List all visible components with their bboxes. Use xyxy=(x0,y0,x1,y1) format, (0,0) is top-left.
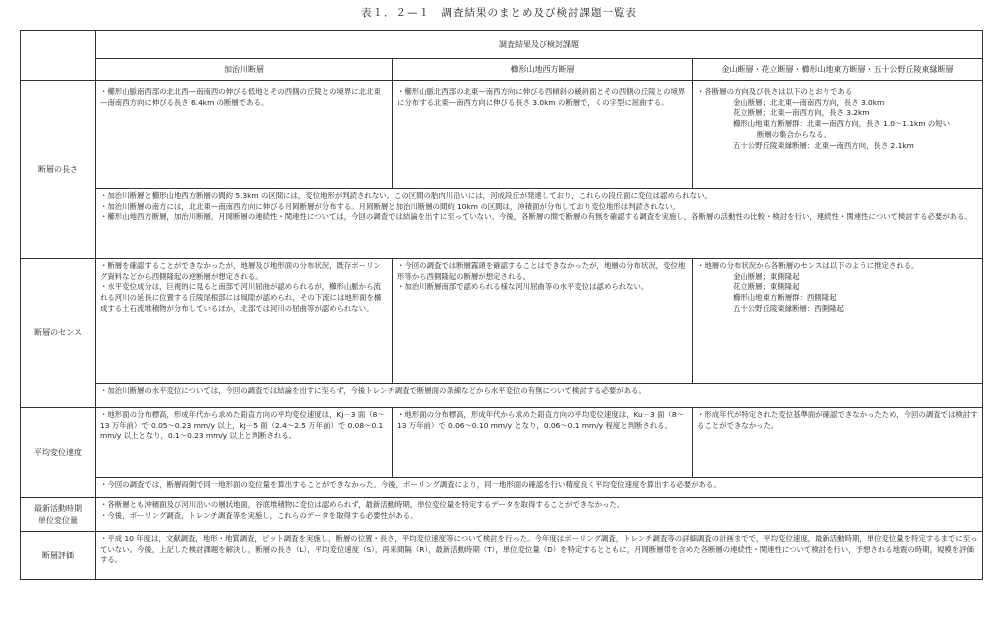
corner-cell xyxy=(21,31,96,81)
note-line: ・加治川断層と櫛形山地西方断層の間約 5.3km の区間には，変位地形が判読されない。この区間の胎内川沿いには，河成段丘が発達しており，これらの段丘面に変位は認められない。 xyxy=(100,191,712,200)
list-item: 五十公野丘陵東縁断層：北東—南西方向，長さ 2.1km xyxy=(733,140,914,150)
col-header-kushigata-west: 櫛形山地西方断層 xyxy=(393,59,693,81)
eval-text: ・平成 10 年度は，文献調査，地形・地質調査，ピット調査を実施し，断層の位置・長さ，平均変位速度等について検討を行った。今年度はボーリング調査，トレンチ調査等の詳細調査の計画までで，平均変位速度，最新活動時期，単位変位量を特定するまでに至っていない。今後，上記した検討課題を解決し，断層の長さ（L），平均変位速度（S），再来間隔（R），最新活動時期（T），単位変位量（D）を特定するとともに，月岡断層帯を含めた各断層の連続性・関連性について検討を行い，予想される地震の時期，規模を評価する。 xyxy=(96,532,983,580)
rate-kushigata-west: ・地形面の分布標高，形成年代から求めた鉛直方向の平均変位速度は，Ku－3 面（8〜13 万年前）で 0.06〜0.10 mm/y となり，0.06〜0.1 mm/y 程度と判断される。 xyxy=(393,408,693,478)
list-item: 五十公野丘陵東縁断層：西側隆起 xyxy=(733,303,844,313)
row-label-sense: 断層のセンス xyxy=(21,259,96,408)
length-kushigata-west: ・櫛形山脈北西部の北東—南西方向に伸びる西傾斜の緩斜面とその西側の丘陵との境界に分布する北東—南西方向に伸びる長さ 3.0km の断層で，くの字型に屈曲する。 xyxy=(393,81,693,189)
sense-kushigata-west: ・今回の調査では断層露頭を確認することはできなかったが，地層の分布状況，変位地形等から西側隆起の断層が想定される。 ・加治川断層南部で認められる様な河川屈曲等の水平変位は認められない。 xyxy=(393,259,693,384)
list-item: 櫛形山地東方断層群：西側隆起 xyxy=(733,293,837,303)
latest-text: ・各断層とも沖積面及び河川沿いの層状地面，谷底堆積物に変位は認められず，最新活動時期，単位変位量を特定するデータを取得することができなかった。 ・今後，ボーリング調査，トレンチ調査等を実施し，これらのデータを取得する必要性がある。 xyxy=(96,498,983,532)
row-label-latest: 最新活動時期 単位変位量 xyxy=(21,498,96,532)
list-item: 金山断層；北北東—南南西方向，長さ 3.0km xyxy=(733,97,885,107)
rate-note: ・今回の調査では，断層両側で同一地形面の変位量を算出することができなかった。今後，ボーリング調査により，同一地形面の確認を行い精度良く平均変位速度を算出する必要がある。 xyxy=(96,478,983,498)
note-line: ・櫛形山地西方断層，加治川断層，月岡断層の連続性・関連性については，今回の調査では結論を出すに至っていない。今後，各断層の間で断層の有無を確認する調査を実施し，各断層の活動性の比較・検討を行い，連続性・関連性について検討する必要がある。 xyxy=(100,212,972,222)
group-header: 調査結果及び検討課題 xyxy=(96,31,983,59)
col-header-others: 金山断層・花立断層・櫛形山地東方断層・五十公野丘陵東縁断層 xyxy=(693,59,983,81)
length-kajigawa: ・櫛形山脈南西部の北北西—南南西の伸びる低地とその西側の丘陵との境界に北北東—南南西方向に伸びる長さ 6.4km の断層である。 xyxy=(96,81,393,189)
sense-kajigawa: ・断層を確認することができなかったが，地層及び地形面の分布状況，既存ボーリング資料などから西側隆起の逆断層が想定される。 ・水平変位成分は，巨視的に見ると南部で河川屈曲が認められるが，櫛形山脈から流れる河川の延長に位置する丘陵尾根部には風隙が認められ，その下流には地形面を構成する土石流堆積物が分布しているほか，北部では河川の屈曲等が認められない。 xyxy=(96,259,393,384)
sense-others: ・地層の分布状況から各断層のセンスは以下のように推定される。 金山断層；東側隆起 花立断層；東側隆起 櫛形山地東方断層群：西側隆起 五十公野丘陵東縁断層：西側隆起 xyxy=(693,259,983,384)
list-item: 花立断層；東側隆起 xyxy=(733,282,800,292)
row-label-rate: 平均変位速度 xyxy=(21,408,96,498)
rate-kajigawa: ・地形面の分布標高，形成年代から求めた鉛直方向の平均変位速度は，Kj－3 面（8〜13 万年前）で 0.05〜0.23 mm/y 以上，kj－5 面（2.4〜2.5 万年前）で 0.08〜0.1 mm/y 以上となり，0.1〜0.23 mm/y 以上と判断される。 xyxy=(96,408,393,478)
note-line: ・加治川断層の南方には，北北東—南南西方向に伸びる月岡断層が分布する。月岡断層と加治川断層の間約 10km の区間は，沖積面が分布しており変位地形は判読されない。 xyxy=(100,201,680,211)
sense-note: ・加治川断層の水平変位については，今回の調査では結論を出すに至らず，今後トレンチ調査で断層面の条線などから水平変位の有無について検討する必要がある。 xyxy=(96,384,983,408)
list-item: 金山断層；東側隆起 xyxy=(733,271,800,281)
list-item: 花立断層；北東—南西方向，長さ 3.2km xyxy=(733,108,870,118)
length-others: ・各断層の方向及び長さは以下のとおりである 金山断層；北北東—南南西方向，長さ 3.0km 花立断層；北東—南西方向，長さ 3.2km 櫛形山地東方断層群：北東—南西方向，長さ 1.0〜1.1km の短い 断層の集合からなる。 五十公野丘陵東縁断層：北東—南西方向，長さ 2.1km xyxy=(693,81,983,189)
table-title: 表１．２—１ 調査結果のまとめ及び検討課題一覧表 xyxy=(361,7,637,19)
col-header-kajigawa: 加治川断層 xyxy=(96,59,393,81)
list-item: 櫛形山地東方断層群：北東—南西方向，長さ 1.0〜1.1km の短い xyxy=(733,119,951,129)
summary-table xyxy=(20,30,983,580)
row-label-length: 断層の長さ xyxy=(21,81,96,259)
list-item: 断層の集合からなる。 xyxy=(757,129,831,139)
length-notes xyxy=(96,189,983,259)
rate-others: ・形成年代が特定された変位基準面が確認できなかったため，今回の調査では検討することができなかった。 xyxy=(693,408,983,478)
row-label-eval: 断層評価 xyxy=(21,532,96,580)
